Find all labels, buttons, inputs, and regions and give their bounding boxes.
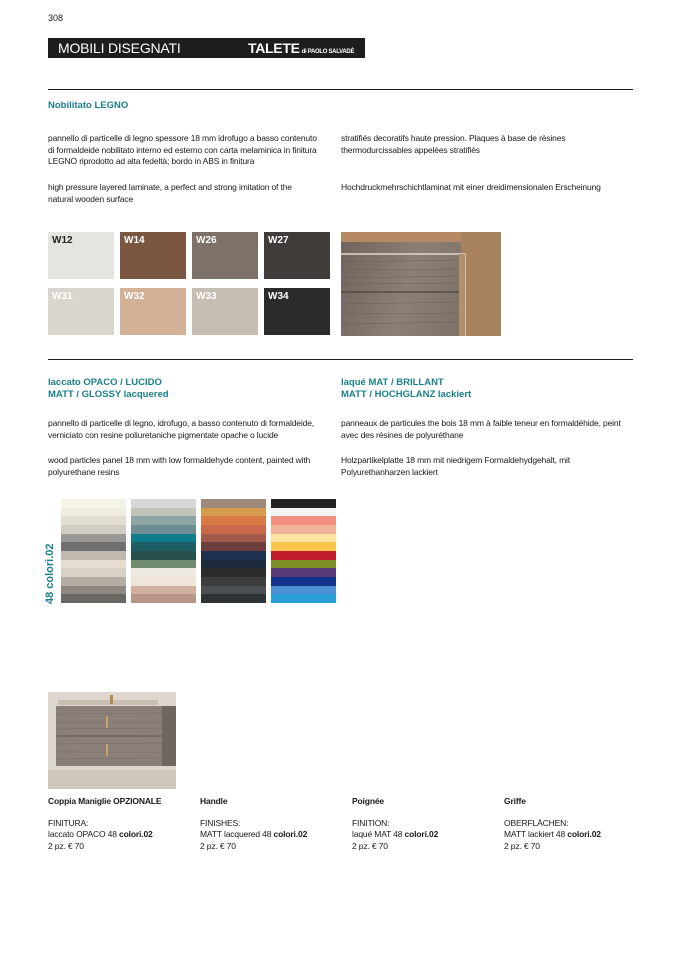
wood-swatch-code: W34 <box>268 291 289 302</box>
handle-info-price: 2 pz. € 70 <box>352 840 388 851</box>
palette-color-strip <box>61 594 126 603</box>
divider-middle <box>48 359 633 360</box>
palette-column <box>201 499 266 603</box>
laccato-title-left-1: laccato OPACO / LUCIDO <box>48 377 162 388</box>
legno-text-de: Hochdruckmehrschichtlaminat mit einer dreidimensionalen Erscheinung <box>341 182 601 192</box>
legno-text-en: high pressure layered laminate, a perfect and strong imitation of the natural wooden surface <box>48 182 292 204</box>
wood-swatch-code: W33 <box>196 291 217 302</box>
handle-info-column <box>504 796 654 852</box>
wood-swatch <box>48 288 114 335</box>
legno-text-fr: stratifiés decoratifs haute pression. Plaques à base de rèsines thermodurcissables appelèes stratifiès <box>341 133 566 155</box>
wood-swatch-code: W26 <box>196 235 217 246</box>
handle-info-finish-text: MATT lacquered 48 <box>200 829 274 839</box>
laccato-text-fr: panneaux de particules the bois 18 mm à faible teneur en formaldéhide, peint avec des résines de polyuréthane <box>341 418 621 440</box>
handle-info-finish-value <box>200 829 350 841</box>
palette-color-strip <box>201 594 266 603</box>
wood-swatch <box>120 232 186 279</box>
legno-title: Nobilitato LEGNO <box>48 100 129 111</box>
handle-info-price: 2 pz. € 70 <box>504 840 540 851</box>
handle-info-column <box>352 796 502 852</box>
handle-info-title: Handle <box>200 796 228 806</box>
wood-swatch-code: W31 <box>52 291 73 302</box>
handle-info-finish-value <box>48 829 198 841</box>
handle-info-finish-code: colori.02 <box>119 829 153 839</box>
section-title: MOBILI DISEGNATI <box>58 40 181 56</box>
handle-info-finish-label: OBERFLÄCHEN: <box>504 817 569 828</box>
handle-info-column <box>48 796 198 852</box>
handle-info-price: 2 pz. € 70 <box>48 840 84 851</box>
laccato-text-de: Holzpartikelplatte 18 mm mit niedrigem Formaldehydgehalt, mit Polyurethanharzen lackiert <box>341 455 570 477</box>
wood-swatch-code: W12 <box>52 235 73 246</box>
handle-info <box>48 796 648 856</box>
handle-product-image <box>48 692 176 789</box>
laccato-title-left-2: MATT / GLOSSY lacquered <box>48 389 169 400</box>
laccato-text-it: pannello di particelle di legno, idrofugo, a basso contenuto di formaldeide, verniciato con resine poliuretaniche pigmentate opache o lucide <box>48 418 314 440</box>
handle-info-finish-text: MATT lackiert 48 <box>504 829 568 839</box>
wood-swatch <box>192 288 258 335</box>
palette-column <box>131 499 196 603</box>
section-header-bar <box>48 38 365 58</box>
wood-swatch-code: W27 <box>268 235 289 246</box>
handle-info-finish-code: colori.02 <box>567 829 601 839</box>
handle-product-drawing <box>48 692 176 789</box>
handle-info-title: Griffe <box>504 796 526 806</box>
handle-info-finish-code: colori.02 <box>273 829 308 839</box>
color-palette <box>61 499 337 603</box>
legno-text-it: pannello di particelle di legno spessore 18 mm idrofugo a basso contenuto di formaldeide nobilitato interno ed esterno con carta melaminica in finitura LEGNO riprodotto ad alta fedeltà; bordo in ABS in finitura <box>48 133 317 166</box>
wood-swatch <box>48 232 114 279</box>
handle-info-finish-value <box>352 829 502 841</box>
laccato-title-right-1: laqué MAT / BRILLANT <box>341 377 444 388</box>
handle-info-finish-text: laqué MAT 48 <box>352 829 405 839</box>
wood-swatch <box>120 288 186 335</box>
handle-info-finish-label: FINISHES: <box>200 817 241 828</box>
laccato-title-right <box>341 377 471 401</box>
wood-swatch <box>264 288 330 335</box>
handle-info-finish-value <box>504 829 654 841</box>
colori-label: 48 colori.02 <box>44 543 56 604</box>
handle-info-title: Coppia Maniglie OPZIONALE <box>48 796 162 806</box>
handle-info-price: 2 pz. € 70 <box>200 840 236 851</box>
wood-swatch <box>264 232 330 279</box>
handle-info-finish-code: colori.02 <box>404 829 439 839</box>
wood-swatch-grid <box>48 232 336 336</box>
wood-swatch-code: W32 <box>124 291 145 302</box>
palette-color-strip <box>131 594 196 603</box>
laccato-title-right-2: MATT / HOCHGLANZ lackiert <box>341 389 472 400</box>
product-title <box>248 40 354 56</box>
cabinet-detail-drawing <box>341 232 501 336</box>
cabinet-detail-image <box>341 232 501 336</box>
handle-info-title: Poignée <box>352 796 385 806</box>
laccato-text-en: wood particles panel 18 mm with low formaldehyde content, painted with polyurethane resins <box>48 455 311 477</box>
handle-info-finish-label: FINITION: <box>352 817 390 828</box>
palette-color-strip <box>271 594 336 603</box>
wood-swatch-code: W14 <box>124 235 145 246</box>
handle-info-finish-text: laccato OPACO 48 <box>48 829 119 839</box>
page-number: 308 <box>48 13 64 23</box>
divider-top <box>48 89 633 90</box>
palette-column <box>271 499 336 603</box>
designer-name: di PAOLO SALVADÈ <box>301 49 355 55</box>
handle-info-finish-label: FINITURA: <box>48 817 89 828</box>
handle-info-column <box>200 796 350 852</box>
laccato-title-left <box>48 377 169 401</box>
product-name: TALETE <box>248 40 300 56</box>
wood-swatch <box>192 232 258 279</box>
palette-column <box>61 499 126 603</box>
